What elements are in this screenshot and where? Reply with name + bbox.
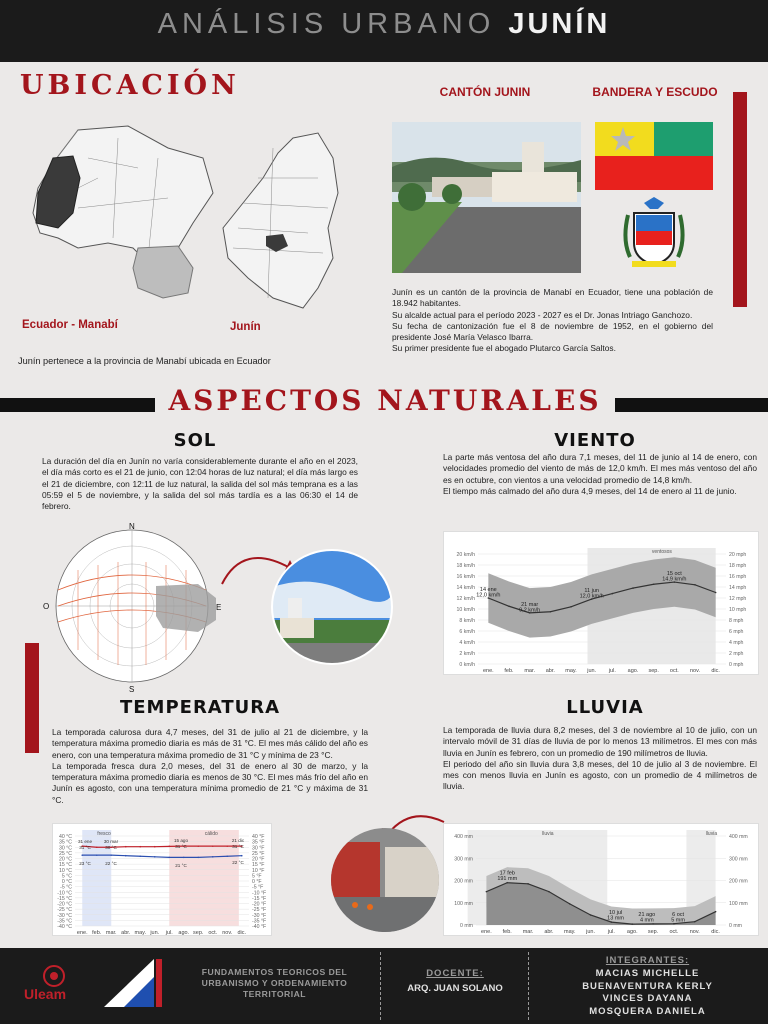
x-tick-label: ene. — [481, 929, 492, 935]
data-point — [612, 593, 614, 595]
y-tick-label: 25 °C — [58, 850, 72, 857]
y-tick-label: 40 °C — [58, 834, 72, 840]
y-tick-label: 15 °C — [58, 862, 72, 869]
data-point — [506, 882, 508, 884]
y-tick-label: 4 km/h — [459, 640, 475, 646]
x-tick-label: jun. — [150, 930, 160, 936]
data-point — [694, 584, 696, 586]
y-tick-label: 10 °C — [58, 867, 72, 874]
y-tick-label-right: 15 °F — [252, 862, 265, 869]
y-tick-label-right: -35 °F — [252, 918, 267, 925]
y-tick-label-right: 35 °F — [252, 839, 265, 846]
x-tick-label: dic. — [711, 929, 720, 935]
annotation-label: 14 ene — [479, 587, 497, 593]
x-tick-label: may. — [565, 668, 577, 674]
x-tick-label: sep. — [193, 930, 204, 936]
y-tick-label: 12 km/h — [456, 596, 475, 602]
data-point — [226, 845, 228, 847]
annotation-value: 12,0 km/h — [476, 592, 501, 599]
y-tick-label: 400 mm — [454, 834, 473, 840]
banner-left-bar — [0, 398, 155, 412]
y-tick-label-right: -30 °F — [252, 912, 267, 919]
y-tick-label-right: 100 mm — [729, 900, 748, 907]
rain-annotation-value: 5 mm — [671, 917, 685, 924]
x-tick-label: may. — [563, 929, 576, 935]
x-tick-label: ago. — [626, 929, 638, 935]
x-tick-label: jun. — [587, 668, 597, 674]
data-point — [632, 587, 634, 589]
data-point — [631, 923, 633, 925]
data-point — [139, 846, 141, 848]
y-tick-label: -15 °C — [57, 895, 72, 902]
data-point — [570, 606, 572, 608]
title-bold: JUNÍN — [508, 8, 611, 40]
y-tick-label-right: 20 °F — [252, 856, 265, 863]
y-tick-label: 8 km/h — [459, 618, 475, 624]
data-point — [569, 903, 571, 905]
x-tick-label: abr. — [545, 668, 555, 674]
x-tick-label: oct. — [669, 668, 679, 674]
y-tick-label-right: 18 mph — [729, 563, 747, 569]
viento-text — [443, 452, 757, 497]
sun-photo — [270, 548, 394, 666]
canton-info — [392, 287, 713, 355]
temperature-chart — [52, 823, 272, 936]
lluvia-title: LLUVIA — [566, 697, 644, 718]
lluvia-text-2: El periodo del año sin lluvia dura 3,8 meses, del 10 de julio al 3 de noviembre. El mes con menos lluvia en Junín es agosto, con un promedio de 4 milímetros de lluvia. — [443, 758, 757, 792]
y-tick-label: 300 mm — [454, 856, 473, 863]
y-tick-label-right: -15 °F — [252, 895, 267, 902]
data-point — [81, 854, 83, 856]
annotation-label: 11 jun — [584, 588, 599, 595]
chart-band-label-0: fresco — [97, 831, 111, 837]
temp-annotation: 31 °C — [79, 845, 91, 850]
annotation-value: 9,2 km/h — [519, 607, 541, 614]
y-tick-label-right: -5 °F — [252, 884, 264, 891]
y-tick-label: 200 mm — [454, 878, 473, 885]
uleam-logo-text: Uleam — [24, 986, 67, 1002]
y-tick-label: -10 °C — [57, 890, 72, 897]
y-tick-label-right: 4 mph — [729, 640, 744, 646]
lluvia-text-1: La temporada de lluvia dura 8,2 meses, del 3 de noviembre al 10 de julio, con un intervalo móvil de 31 días de lluvia de por lo menos 13 milímetros. El mes con más lluvia en Junín es febrero, con un promedio de 190 milímetros de lluvia. — [443, 725, 757, 758]
compass-e: E — [216, 603, 222, 612]
info-poblacion: Junín es un cantón de la provincia de Manabí en Ecuador, tiene una población de 18.942 habitantes. — [392, 287, 713, 309]
data-point — [212, 856, 214, 858]
y-tick-label: 20 km/h — [456, 552, 475, 558]
temp-annotation: 23 °C — [79, 861, 91, 866]
y-tick-label: -35 °C — [57, 918, 72, 925]
data-point — [212, 845, 214, 847]
x-tick-label: dic. — [237, 930, 247, 936]
viento-text-1: La parte más ventosa del año dura 7,1 meses, del 11 de junio al 14 de enero, con velocidades promedio del viento de más de 12,0 km/h. El mes más ventoso del año es en octubre, con vientos a una velocidad promedio de 14,8 km/h. — [443, 452, 757, 485]
info-cantonizacion: Su fecha de cantonización fue el 8 de noviembre de 1952, en el gobierno del presidente José María Velasco Ibarra. — [392, 320, 713, 343]
data-point — [168, 857, 170, 859]
data-point — [125, 855, 127, 857]
data-point — [241, 855, 243, 857]
sol-text: La duración del día en Junín no varía considerablemente durante el año en el 2023, el día más corto es el 21 de junio, con 12:04 horas de luz natural; el día más largo es el 21 de diciembre, con 12:11 de luz natural, la salida del sol más temprana es a las 05:59 el 5 de noviembre, y la salida del sol más tardía es a las 06:30 el 14 de febrero. — [42, 456, 358, 512]
title-light: ANÁLISIS URBANO — [157, 8, 496, 40]
y-tick-label: 100 mm — [454, 900, 473, 907]
integrante-3: VINCES DAYANA — [602, 993, 693, 1004]
y-tick-label-right: 2 mph — [729, 651, 744, 657]
label-ecuador-manabi: Ecuador - Manabí — [22, 319, 118, 331]
data-point — [154, 846, 156, 848]
rain-annotation-label: 21 ago — [638, 912, 656, 919]
x-tick-label: feb. — [504, 668, 514, 674]
data-point — [653, 583, 655, 585]
y-tick-label: 5 °C — [61, 873, 72, 880]
x-tick-label: dic. — [711, 668, 720, 674]
y-tick-label: 16 km/h — [456, 574, 475, 580]
rain-chart — [443, 823, 759, 936]
rain-photo — [330, 827, 440, 933]
chart-band-label-1: lluvia — [705, 831, 718, 837]
x-tick-label: ene. — [482, 668, 494, 674]
data-point — [139, 855, 141, 857]
y-tick-label-right: 400 mm — [729, 834, 748, 840]
y-tick-label-right: 300 mm — [729, 856, 748, 863]
y-tick-label-right: 10 °F — [252, 867, 265, 874]
x-tick-label: abr. — [121, 930, 131, 936]
data-point — [183, 857, 185, 859]
y-tick-label-right: 6 mph — [729, 629, 744, 635]
temp-annotation: 22 °C — [105, 861, 117, 866]
integrantes-list — [545, 968, 750, 1018]
compass-s: S — [129, 685, 135, 692]
ubicacion-title: UBICACIÓN — [20, 70, 240, 101]
viento-title: VIENTO — [554, 430, 636, 451]
y-tick-label-right: -40 °F — [252, 924, 267, 930]
y-tick-label-right: 10 mph — [729, 607, 747, 613]
x-tick-label: may. — [134, 930, 147, 936]
decor-red-bar — [733, 92, 747, 307]
x-tick-label: ago. — [627, 668, 639, 674]
chart-band-label-0: lluvia — [542, 831, 554, 837]
y-tick-label: 0 °C — [61, 879, 72, 885]
compass-o: O — [43, 602, 50, 611]
data-point — [527, 883, 529, 885]
annotation-value: 12,0 km/h — [579, 593, 604, 600]
y-tick-label-right: 16 mph — [729, 574, 747, 580]
data-point — [96, 854, 98, 856]
y-tick-label-right: 8 mph — [729, 618, 744, 624]
rain-annotation-label: 10 jul — [609, 910, 623, 917]
annotation-value: 14,9 km/h — [662, 576, 687, 583]
data-point — [715, 592, 717, 594]
x-tick-label: jul. — [165, 930, 173, 936]
integrante-1: MACIAS MICHELLE — [595, 968, 700, 979]
temperatura-title: TEMPERATURA — [119, 697, 281, 718]
y-tick-label: 2 km/h — [459, 651, 475, 657]
page-title — [0, 8, 768, 41]
x-tick-label: jun. — [586, 929, 596, 935]
y-tick-label-right: 25 °F — [252, 850, 265, 857]
temperatura-text-2: La temporada fresca dura 2,0 meses, del 31 de enero al 30 de marzo, y la temperatura máxima promedio diaria es menos de 30 °C. El mes más frío del año en Junín es agosto, con una temperatura mínima promedio de 21 °C y máxima de 31 °C. — [52, 760, 368, 805]
data-point — [508, 605, 510, 607]
x-tick-label: oct. — [669, 929, 679, 935]
chart-band-label-0: ventosos — [651, 549, 672, 555]
viento-text-2: El tiempo más calmado del año dura 4,9 meses, del 14 de enero al 11 de junio. — [443, 485, 737, 496]
temp-annotation: 31 °C — [232, 844, 244, 849]
chart-band-label-1: cálido — [204, 831, 218, 837]
x-tick-label: nov. — [222, 930, 233, 936]
y-tick-label: -25 °C — [57, 907, 72, 914]
data-point — [154, 856, 156, 858]
x-tick-label: jul. — [608, 668, 616, 674]
y-tick-label-right: 12 mph — [729, 596, 747, 602]
data-point — [226, 855, 228, 857]
x-tick-label: mar. — [524, 668, 536, 674]
integrante-4: MOSQUERA DANIELA — [589, 1005, 706, 1017]
temp-annotation: 22 °C — [232, 860, 244, 865]
docente-name: ARQ. JUAN SOLANO — [407, 983, 503, 994]
y-tick-label-right: 5 °F — [252, 873, 262, 880]
bandera-title: BANDERA Y ESCUDO — [592, 85, 718, 99]
integrante-2: BUENAVENTURA KERLY — [582, 980, 713, 992]
x-tick-label: feb. — [502, 929, 512, 935]
y-tick-label: 0 km/h — [459, 662, 475, 668]
y-tick-label: -5 °C — [60, 884, 72, 891]
label-junin: Junín — [230, 321, 261, 333]
lluvia-text — [443, 725, 757, 793]
x-tick-label: oct. — [208, 930, 218, 936]
temp-annotation: 15 ago — [173, 838, 189, 843]
temp-annotation: 31 °C — [175, 844, 187, 849]
data-point — [125, 846, 127, 848]
junin-flag — [595, 122, 713, 190]
temperatura-text-1: La temporada calurosa dura 4,7 meses, del 31 de julio al 21 de diciembre, y la temperatura máxima promedio diaria es más de 31 °C. El mes más cálido del año es enero, con una temperatura máxima promedio de 31 °C y mínima de 23 °C. — [52, 727, 368, 760]
y-tick-label-right: 200 mm — [729, 878, 748, 885]
y-tick-label-right: 0 °F — [252, 879, 262, 885]
canton-photo — [392, 122, 581, 273]
y-tick-label-right: 0 mm — [729, 923, 742, 929]
data-point — [694, 921, 696, 923]
docente-label: DOCENTE: — [426, 968, 484, 979]
x-tick-label: jul. — [607, 929, 615, 935]
temperatura-text — [52, 727, 368, 806]
data-point — [550, 611, 552, 613]
course-name: FUNDAMENTOS TEORICOS DEL URBANISMO Y ORDENAMIENTO TERRITORIAL — [201, 967, 348, 999]
data-point — [715, 911, 717, 913]
annotation-label: 15 oct — [666, 571, 682, 578]
temp-annotation: 21 dic — [231, 838, 245, 843]
location-maps — [18, 118, 388, 333]
y-tick-label: 18 km/h — [456, 563, 475, 569]
canton-title: CANTÓN JUNIN — [439, 85, 531, 99]
y-tick-label: 35 °C — [58, 839, 72, 846]
banner-right-bar — [615, 398, 768, 412]
y-tick-label: 10 km/h — [456, 607, 475, 613]
y-tick-label: -30 °C — [57, 912, 72, 919]
y-tick-label-right: -20 °F — [252, 901, 267, 908]
temp-annotation: 30 °C — [105, 845, 117, 850]
info-presidente: Su primer presidente fue el abogado Plutarco García Saltos. — [392, 343, 616, 354]
annotation-label: 21 mar — [521, 601, 539, 608]
y-tick-label: 14 km/h — [456, 585, 475, 591]
ubicacion-caption: Junín pertenece a la provincia de Manabí ubicada en Ecuador — [18, 356, 271, 366]
x-tick-label: sep. — [647, 929, 659, 935]
y-tick-label: -20 °C — [57, 901, 72, 908]
rain-annotation-label: 17 feb — [499, 870, 515, 877]
data-point — [197, 857, 199, 859]
y-tick-label: 0 mm — [460, 923, 473, 929]
junin-shield-icon — [618, 195, 690, 273]
x-tick-label: nov. — [690, 668, 700, 674]
y-tick-label-right: 0 mph — [729, 662, 744, 668]
rain-annotation-value: 191 mm — [497, 876, 518, 883]
compass-n: N — [129, 522, 135, 531]
sol-title: SOL — [173, 430, 217, 451]
data-point — [548, 891, 550, 893]
integrantes-label: INTEGRANTES: — [605, 955, 690, 966]
y-tick-label: 20 °C — [58, 856, 72, 863]
x-tick-label: mar. — [522, 929, 534, 935]
rain-annotation-label: 6 oct — [672, 911, 685, 918]
x-tick-label: ago. — [178, 930, 190, 936]
rain-annotation-value: 13 mm — [607, 915, 624, 922]
y-tick-label-right: 14 mph — [729, 585, 747, 591]
x-tick-label: sep. — [648, 668, 659, 674]
wind-chart — [443, 531, 759, 675]
decor-red-bar-left — [25, 643, 39, 753]
info-alcalde: Su alcalde actual para el período 2023 - 2027 es el Dr. Jonas Intriago Ganchozo. — [392, 309, 693, 320]
data-point — [486, 891, 488, 893]
y-tick-label-right: 30 °F — [252, 845, 265, 852]
rain-annotation-value: 4 mm — [639, 917, 654, 924]
data-point — [96, 846, 98, 848]
x-tick-label: nov. — [689, 929, 700, 935]
y-tick-label: -40 °C — [57, 924, 72, 930]
temp-annotation: 21 °C — [175, 863, 187, 868]
data-point — [590, 914, 592, 916]
y-tick-label: 30 °C — [58, 845, 72, 852]
y-tick-label-right: -10 °F — [252, 890, 267, 897]
y-tick-label: 6 km/h — [459, 629, 475, 635]
x-tick-label: ene. — [76, 930, 88, 936]
y-tick-label-right: -25 °F — [252, 907, 267, 914]
y-tick-label-right: 40 °F — [252, 834, 265, 840]
x-tick-label: mar. — [105, 930, 117, 936]
data-point — [110, 854, 112, 856]
x-tick-label: feb. — [92, 930, 102, 936]
faculty-logo-icon — [102, 955, 164, 1011]
naturales-title: ASPECTOS NATURALES — [168, 384, 602, 417]
data-point — [168, 846, 170, 848]
y-tick-label-right: 20 mph — [729, 552, 747, 558]
data-point — [197, 845, 199, 847]
x-tick-label: abr. — [544, 929, 554, 935]
temp-annotation: 31 ene — [77, 839, 93, 844]
temp-annotation: 30 mar — [103, 839, 119, 844]
